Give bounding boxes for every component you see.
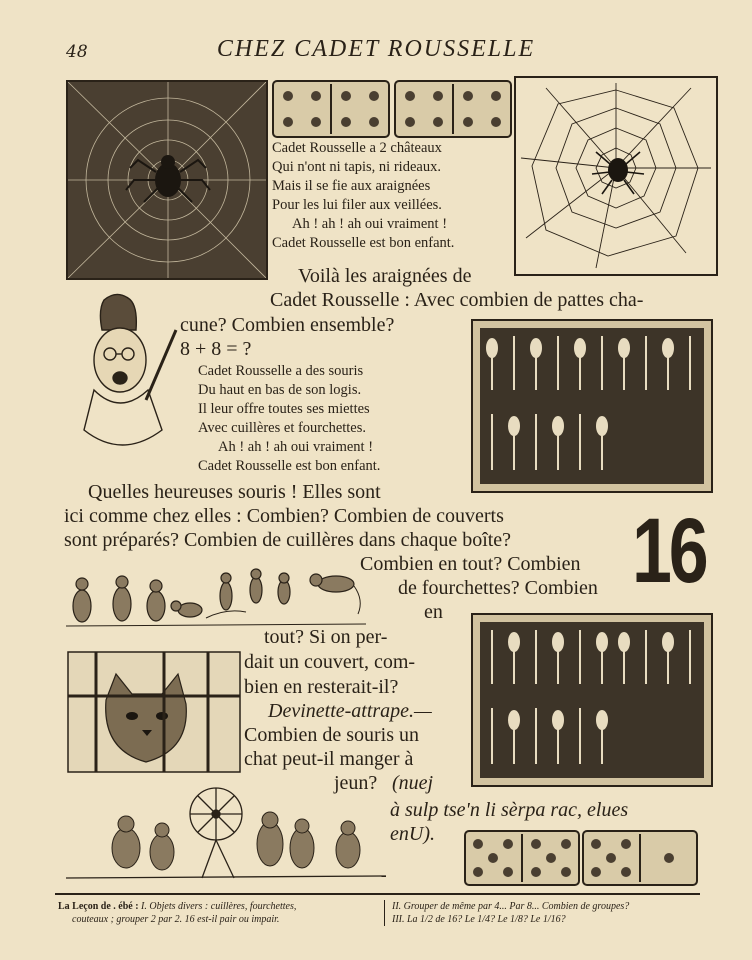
cat-window-illustration xyxy=(66,650,242,778)
question-mice-line9: bien en resterait-il? xyxy=(244,676,399,698)
footer-right-line1: II. Grouper de même par 4... Par 8... Combien de groupes? xyxy=(392,901,630,912)
question-mice-line2: ici comme chez elles : Combien? Combien de couverts xyxy=(64,505,504,527)
riddle-label: Devinette-attrape.— xyxy=(268,700,432,722)
spinning-wheel-icon xyxy=(66,778,386,882)
verse-line: Il leur offre toutes ses miettes xyxy=(198,401,370,417)
verse-line: Qui n'ont ni tapis, ni rideaux. xyxy=(272,159,441,175)
footer-right xyxy=(392,900,629,926)
footer-left-line2: couteaux ; grouper 2 par 2. 16 est-il pair ou impair. xyxy=(72,914,280,925)
verse-2 xyxy=(198,362,380,476)
verse-line: Cadet Rousselle est bon enfant. xyxy=(272,235,455,251)
mice-icon xyxy=(66,560,366,632)
footer-right-line2: III. La 1/2 de 16? Le 1/4? Le 1/8? Le 1/16? xyxy=(392,914,566,925)
riddle-line2: chat peut-il manger à xyxy=(244,748,414,770)
question-mice-line8: dait un couvert, com- xyxy=(244,651,416,673)
mice-spinning-illustration xyxy=(66,778,386,886)
cutlery-box-icon xyxy=(470,318,714,494)
domino-icon xyxy=(582,830,698,886)
cat-icon xyxy=(66,650,242,774)
domino-icon xyxy=(394,80,512,138)
footer-separator xyxy=(384,900,385,926)
question-mice-line7: tout? Si on per- xyxy=(264,626,388,648)
question-spiders-line4: 8 + 8 = ? xyxy=(180,338,252,360)
page-title: CHEZ CADET ROUSSELLE xyxy=(216,36,536,62)
big-number-16: 16 xyxy=(632,500,706,602)
riddle-answer-part1: (nuej xyxy=(392,772,434,794)
verse-1 xyxy=(272,139,454,253)
verse-line: Cadet Rousselle est bon enfant. xyxy=(198,458,381,474)
spider-web-icon xyxy=(68,82,266,278)
verse-line: Pour les lui filer aux veillées. xyxy=(272,197,442,213)
verse-line: Avec cuillères et fourchettes. xyxy=(198,420,367,436)
footer-divider xyxy=(55,893,700,895)
question-spiders-line3: cune? Combien ensemble? xyxy=(180,314,395,336)
question-mice-line3: sont préparés? Combien de cuillères dans chaque boîte? xyxy=(64,529,512,551)
page-number: 48 xyxy=(66,42,88,62)
verse-line: Cadet Rousselle a des souris xyxy=(198,363,364,379)
footer-left xyxy=(58,900,296,926)
spider-engraving-illustration xyxy=(66,80,268,280)
domino-top-right xyxy=(394,80,512,142)
cutlery-box-icon xyxy=(470,612,714,788)
verse-line: Cadet Rousselle a 2 châteaux xyxy=(272,140,442,156)
spider-web-icon xyxy=(516,78,716,274)
question-mice-line1: Quelles heureuses souris ! Elles sont xyxy=(88,481,381,503)
domino-top-left xyxy=(272,80,390,142)
cadet-rousselle-portrait xyxy=(66,290,186,470)
riddle-line3: jeun? xyxy=(334,772,378,794)
question-spiders-line2: Cadet Rousselle : Avec combien de pattes cha- xyxy=(270,289,644,311)
domino-bottom-right xyxy=(582,830,698,890)
verse-line: Du haut en bas de son logis. xyxy=(198,382,362,398)
footer-label: La Leçon de . ébé : xyxy=(58,901,139,912)
domino-icon xyxy=(272,80,390,138)
riddle-line1: Combien de souris un xyxy=(244,724,419,746)
cutlery-box-1 xyxy=(470,318,714,498)
verse-line: Ah ! ah ! ah oui vraiment ! xyxy=(218,439,374,455)
question-mice-line4: Combien en tout? Combien xyxy=(360,553,581,575)
question-mice-line5: de fourchettes? Combien xyxy=(398,577,598,599)
verse-line: Ah ! ah ! ah oui vraiment ! xyxy=(292,216,448,232)
riddle-answer-part3: enU). xyxy=(390,823,435,845)
footer-left-line1: I. Objets divers : cuillères, fourchettes, xyxy=(141,901,297,912)
question-mice-line6: en xyxy=(424,601,443,623)
mice-row-illustration xyxy=(66,560,366,636)
domino-bottom-left xyxy=(464,830,580,890)
question-spiders-line1: Voilà les araignées de xyxy=(298,265,472,287)
cutlery-box-2 xyxy=(470,612,714,792)
verse-line: Mais il se fie aux araignées xyxy=(272,178,431,194)
portrait-icon xyxy=(66,290,186,470)
domino-icon xyxy=(464,830,580,886)
riddle-answer-part2: à sulp tse'n li sèrpa rac, elues xyxy=(390,799,629,821)
spiderweb-illustration xyxy=(514,76,718,276)
